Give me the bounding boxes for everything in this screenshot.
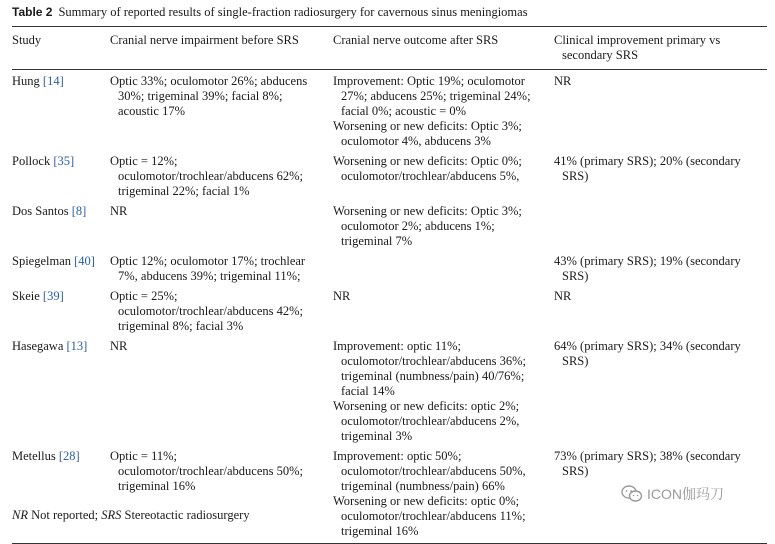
study-name: Pollock	[12, 154, 51, 168]
header-row	[12, 27, 767, 70]
watermark	[621, 484, 724, 504]
table-row	[12, 151, 767, 201]
table-label: Table 2	[12, 5, 53, 19]
cell-improvement	[554, 70, 767, 152]
footnote-def-nr: Not reported;	[27, 508, 102, 522]
cell-after	[333, 70, 554, 152]
reference-link[interactable]: [14]	[42, 74, 64, 88]
after-text	[333, 204, 554, 249]
improvement-text: NR	[554, 289, 572, 303]
cell-after	[333, 286, 554, 336]
before-text: Optic 12%; oculomotor 17%; trochlear 7%, abducens 39%; trigeminal 11%;	[110, 254, 306, 283]
cell-improvement	[554, 201, 767, 251]
after-paragraph: Worsening or new deficits: Optic 3%; oculomotor 2%; abducens 1%; trigeminal 7%	[333, 204, 522, 248]
after-text	[333, 449, 554, 539]
footnote-abbr-nr: NR	[12, 508, 28, 522]
header-before: Cranial nerve impairment before SRS	[110, 27, 333, 70]
cell-study	[12, 151, 110, 201]
after-paragraph: Improvement: optic 11%; oculomotor/trochlear/abducens 36%; trigeminal (numbness/pain) 40/76%; facial 14%	[333, 339, 527, 398]
after-paragraph: Worsening or new deficits: optic 0%; oculomotor/trochlear/abducens 11%; trigeminal 16%	[333, 494, 526, 538]
table-row	[12, 336, 767, 446]
table-row	[12, 70, 767, 152]
cell-before	[110, 286, 333, 336]
cell-after	[333, 251, 554, 286]
study-name: Spiegelman	[12, 254, 72, 268]
reference-link[interactable]: [8]	[71, 204, 87, 218]
before-text: NR	[110, 339, 128, 353]
after-paragraph: NR	[333, 289, 351, 303]
after-paragraph: Improvement: Optic 19%; oculomotor 27%; abducens 25%; trigeminal 24%; facial 0%; acoustic = 0%	[333, 74, 531, 118]
table-footnote	[12, 508, 250, 523]
reference-link[interactable]: [13]	[66, 339, 88, 353]
after-paragraph: Worsening or new deficits: optic 2%; oculomotor/trochlear/abducens 2%, trigeminal 3%	[333, 399, 520, 443]
cell-before	[110, 70, 333, 152]
before-text: Optic = 12%; oculomotor/trochlear/abducens 62%; trigeminal 22%; facial 1%	[110, 154, 304, 198]
cell-before	[110, 336, 333, 446]
improvement-text: 43% (primary SRS); 19% (secondary SRS)	[554, 254, 741, 283]
cell-after	[333, 201, 554, 251]
cell-improvement	[554, 251, 767, 286]
before-text: Optic 33%; oculomotor 26%; abducens 30%; trigeminal 39%; facial 8%; acoustic 17%	[110, 74, 308, 118]
table-body	[12, 70, 767, 544]
cell-after	[333, 151, 554, 201]
study-name: Dos Santos	[12, 204, 69, 218]
cell-before	[110, 446, 333, 544]
footnote-def-srs: Stereotactic radiosurgery	[121, 508, 250, 522]
cell-after	[333, 446, 554, 544]
cell-before	[110, 201, 333, 251]
table-caption	[12, 4, 528, 20]
study-name: Skeie	[12, 289, 40, 303]
after-text	[333, 154, 554, 184]
cell-study	[12, 70, 110, 152]
before-text: Optic = 25%; oculomotor/trochlear/abducens 42%; trigeminal 8%; facial 3%	[110, 289, 304, 333]
cell-study	[12, 336, 110, 446]
watermark-text: ICON伽玛刀	[647, 486, 724, 502]
after-paragraph: Worsening or new deficits: Optic 3%; oculomotor 4%, abducens 3%	[333, 119, 522, 148]
cell-improvement	[554, 336, 767, 446]
cell-before	[110, 251, 333, 286]
study-name: Hung	[12, 74, 40, 88]
cell-study	[12, 251, 110, 286]
cell-study	[12, 201, 110, 251]
header-improvement: Clinical improvement primary vs secondary SRS	[554, 27, 767, 70]
improvement-text: 41% (primary SRS); 20% (secondary SRS)	[554, 154, 741, 183]
cell-before	[110, 151, 333, 201]
after-text	[333, 74, 554, 149]
header-after: Cranial nerve outcome after SRS	[333, 27, 554, 70]
cell-study	[12, 446, 110, 544]
table-row	[12, 286, 767, 336]
study-name: Hasegawa	[12, 339, 64, 353]
after-text	[333, 289, 554, 304]
study-name: Metellus	[12, 449, 56, 463]
cell-improvement	[554, 151, 767, 201]
cell-after	[333, 336, 554, 446]
improvement-text: 73% (primary SRS); 38% (secondary SRS)	[554, 449, 741, 478]
reference-link[interactable]: [28]	[58, 449, 80, 463]
reference-link[interactable]: [40]	[74, 254, 95, 268]
results-table	[12, 26, 767, 544]
improvement-text: 64% (primary SRS); 34% (secondary SRS)	[554, 339, 741, 368]
caption-text: Summary of reported results of single-fraction radiosurgery for cavernous sinus meningiomas	[58, 5, 528, 19]
cell-study	[12, 286, 110, 336]
header-study: Study	[12, 27, 110, 70]
after-paragraph: Worsening or new deficits: Optic 0%; oculomotor/trochlear/abducens 5%,	[333, 154, 522, 183]
after-paragraph: Improvement: optic 50%; oculomotor/trochlear/abducens 50%, trigeminal (numbness/pain) 66%	[333, 449, 526, 493]
cell-improvement	[554, 286, 767, 336]
before-text: Optic = 11%; oculomotor/trochlear/abducens 50%; trigeminal 16%	[110, 449, 304, 493]
wechat-icon	[621, 485, 643, 503]
improvement-text: NR	[554, 74, 572, 88]
reference-link[interactable]: [39]	[42, 289, 64, 303]
footnote-abbr-srs: SRS	[101, 508, 122, 522]
table-row	[12, 201, 767, 251]
table-row	[12, 251, 767, 286]
after-text	[333, 339, 554, 444]
before-text: NR	[110, 204, 128, 218]
reference-link[interactable]: [35]	[53, 154, 75, 168]
